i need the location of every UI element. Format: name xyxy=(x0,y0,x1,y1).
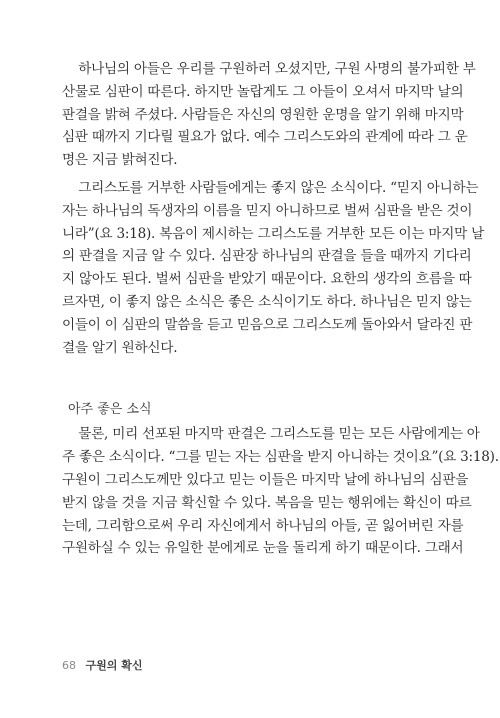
page-footer xyxy=(62,657,142,673)
section-spacer xyxy=(62,359,434,399)
paragraph xyxy=(62,423,499,560)
text-line: 니라”(요 3:18). 복음이 제시하는 그리스도를 거부한 모든 이는 마지막 날 xyxy=(62,225,484,242)
text-line: 물론, 미리 선포된 마지막 판결은 그리스도를 믿는 모든 사람에게는 아 xyxy=(62,426,480,443)
text-line: 구원하실 수 있는 유일한 분에게로 눈을 돌리게 하기 때문이다. 그래서 xyxy=(62,540,464,557)
section-heading: 아주 좋은 소식 xyxy=(68,402,152,418)
text-line: 그리스도를 거부한 사람들에게는 좋지 않은 소식이다. “믿지 아니하는 xyxy=(62,179,479,196)
text-line: 판결을 밝혀 주셨다. 사람들은 자신의 영원한 운명을 알기 위해 마지막 xyxy=(62,106,464,123)
text-line: 지 않아도 된다. 벌써 심판을 받았기 때문이다. 요한의 생각의 흐름을 따 xyxy=(62,271,472,288)
paragraph xyxy=(62,58,476,172)
text-line: 심판 때까지 기다릴 필요가 없다. 예수 그리스도와의 관계에 따라 그 운 xyxy=(62,129,468,146)
paragraph xyxy=(62,177,484,359)
text-line: 는데, 그리함으로써 우리 자신에게서 하나님의 아들, 곧 잃어버린 자를 xyxy=(62,517,464,534)
text-line: 이들이 이 심판의 말씀을 듣고 믿음으로 그리스도께 돌아와서 달라진 판 xyxy=(62,316,473,333)
page-body xyxy=(62,58,499,560)
text-line: 구원이 그리스도께만 있다고 믿는 이들은 마지막 날에 하나님의 심판을 xyxy=(62,471,469,488)
running-title: 구원의 확신 xyxy=(85,659,143,672)
text-line: 하나님의 아들은 우리를 구원하러 오셨지만, 구원 사명의 불가피한 부 xyxy=(62,61,476,77)
text-line: 산물로 심판이 따른다. 하지만 놀랍게도 그 아들이 오셔서 마지막 날의 xyxy=(62,83,464,100)
text-line: 의 판결을 지금 알 수 있다. 심판장 하나님의 판결을 들을 때까지 기다리 xyxy=(62,248,472,265)
text-line: 받지 않을 것을 지금 확신할 수 있다. 복음을 믿는 행위에는 확신이 따르 xyxy=(62,494,472,511)
text-line: 르자면, 이 좋지 않은 소식은 좋은 소식이기도 하다. 하나님은 믿지 않는 xyxy=(62,293,472,310)
text-line: 결을 알기 원하신다. xyxy=(62,339,178,356)
text-line: 자는 하나님의 독생자의 이름을 믿지 아니하므로 벌써 심판을 받은 것이 xyxy=(62,202,473,219)
page-number: 68 xyxy=(62,659,76,672)
text-line: 주 좋은 소식이다. “그를 믿는 자는 심판을 받지 아니하는 것이요”(요 3:18). xyxy=(62,449,499,466)
text-line: 명은 지금 밝혀진다. xyxy=(62,152,178,169)
